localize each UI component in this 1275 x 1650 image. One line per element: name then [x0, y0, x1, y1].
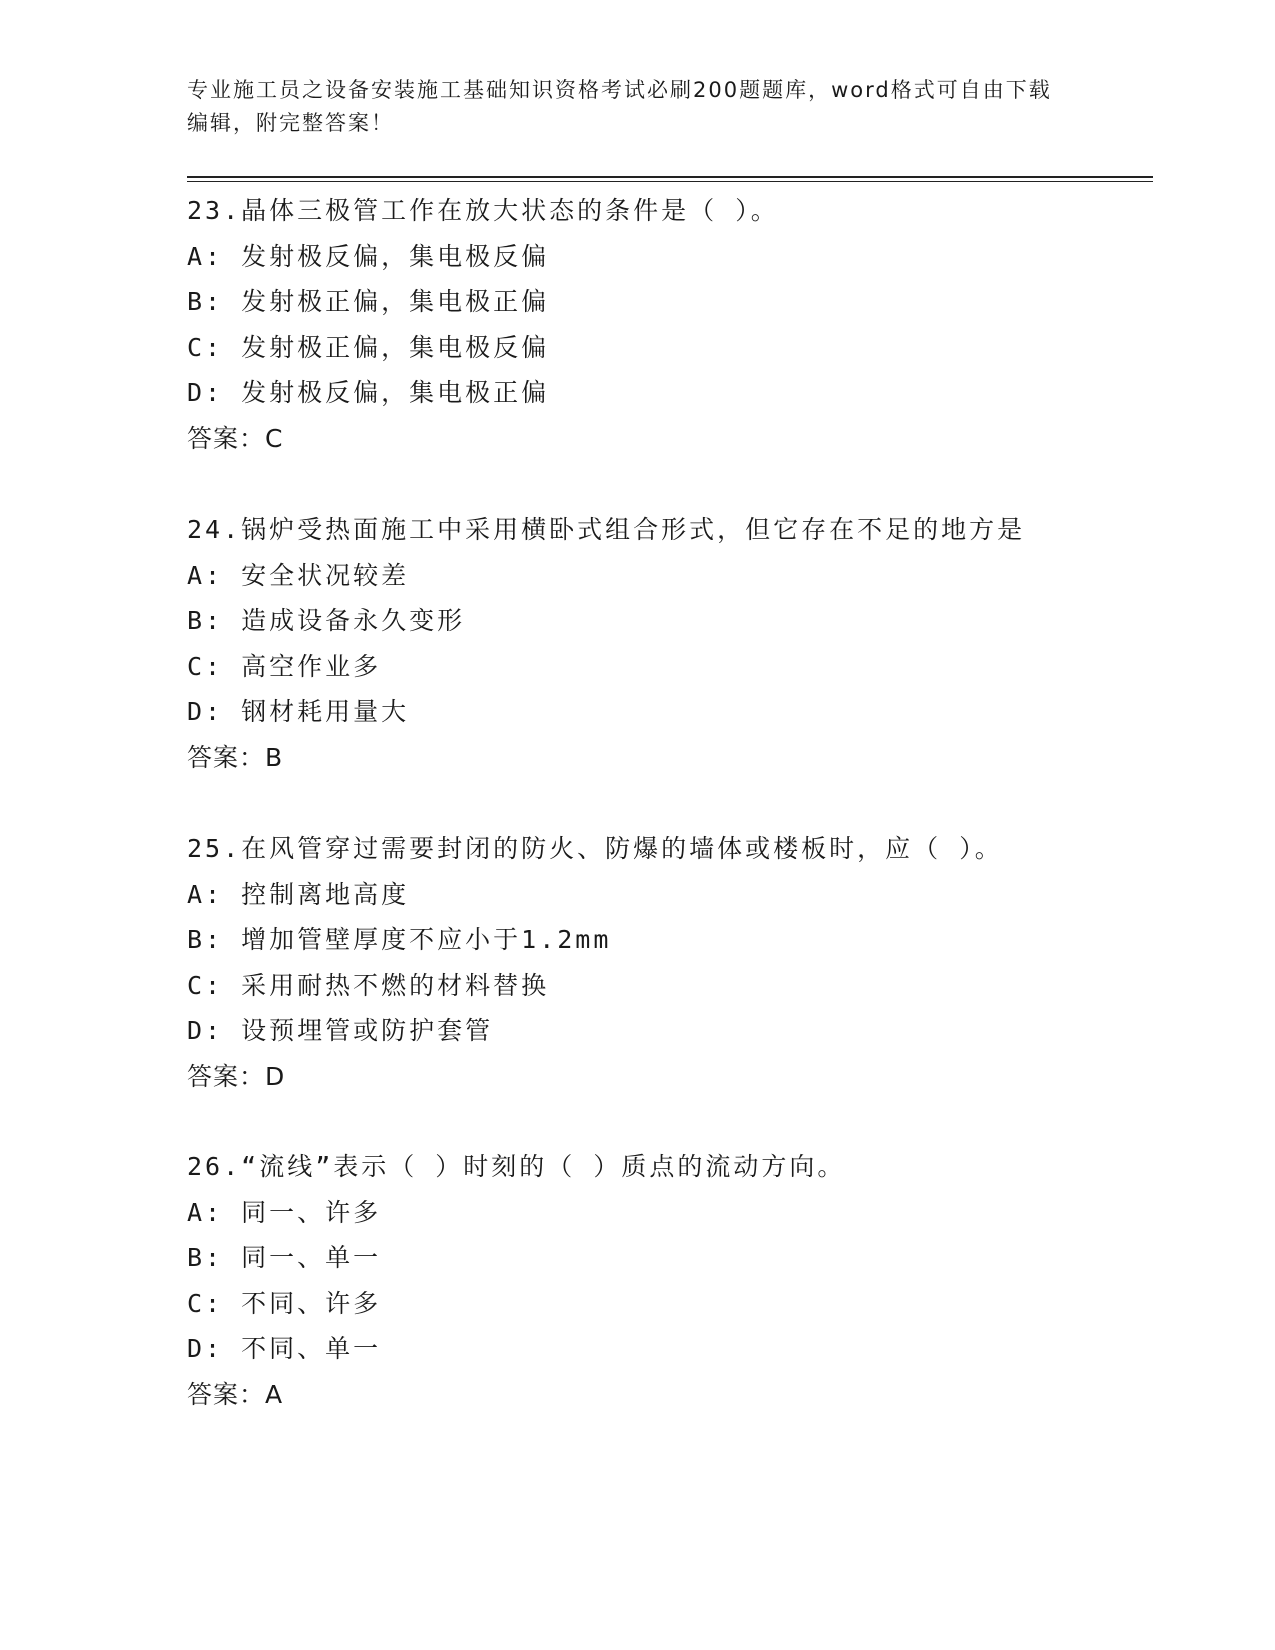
option-a: A: 安全状况较差 — [187, 560, 410, 590]
option-a: A: 同一、许多 — [187, 1197, 382, 1227]
option-d: D: 设预埋管或防护套管 — [187, 1016, 494, 1045]
header-divider-thin — [187, 181, 1153, 182]
question-block — [187, 1144, 1147, 1417]
option-b: B: 同一、单一 — [187, 1243, 382, 1272]
option-b: B: 增加管壁厚度不应小于1.2mm — [187, 925, 612, 954]
option-a: A: 发射极反偏，集电极反偏 — [187, 241, 550, 271]
option-d: D: 钢材耗用量大 — [187, 697, 410, 726]
header-divider-thick — [187, 176, 1153, 178]
question-block — [187, 507, 1147, 780]
answer-label: 答案：A — [187, 1379, 284, 1409]
option-c: C: 不同、许多 — [187, 1288, 382, 1318]
question-stem: 25.在风管穿过需要封闭的防火、防爆的墙体或楼板时，应（ ）。 — [187, 834, 1003, 863]
option-b: B: 造成设备永久变形 — [187, 606, 466, 635]
question-stem: 23.晶体三极管工作在放大状态的条件是（ ）。 — [187, 196, 779, 225]
answer-label: 答案：C — [187, 423, 284, 453]
document-header: 专业施工员之设备安装施工基础知识资格考试必刷200题题库，word格式可自由下载编辑，附完整答案！ — [187, 78, 1052, 135]
option-c: C: 采用耐热不燃的材料替换 — [187, 970, 550, 1000]
question-stem: 26.“流线”表示（ ）时刻的（ ）质点的流动方向。 — [187, 1152, 846, 1181]
answer-label: 答案：D — [187, 1061, 286, 1091]
answer-label: 答案：B — [187, 742, 284, 772]
option-b: B: 发射极正偏，集电极正偏 — [187, 287, 550, 316]
option-c: C: 发射极正偏，集电极反偏 — [187, 332, 550, 362]
question-stem: 24.锅炉受热面施工中采用横卧式组合形式，但它存在不足的地方是 — [187, 515, 1026, 544]
question-block — [187, 188, 1147, 461]
option-a: A: 控制离地高度 — [187, 879, 410, 909]
option-c: C: 高空作业多 — [187, 651, 382, 681]
option-d: D: 发射极反偏，集电极正偏 — [187, 378, 550, 407]
option-d: D: 不同、单一 — [187, 1334, 382, 1363]
question-block — [187, 826, 1147, 1099]
